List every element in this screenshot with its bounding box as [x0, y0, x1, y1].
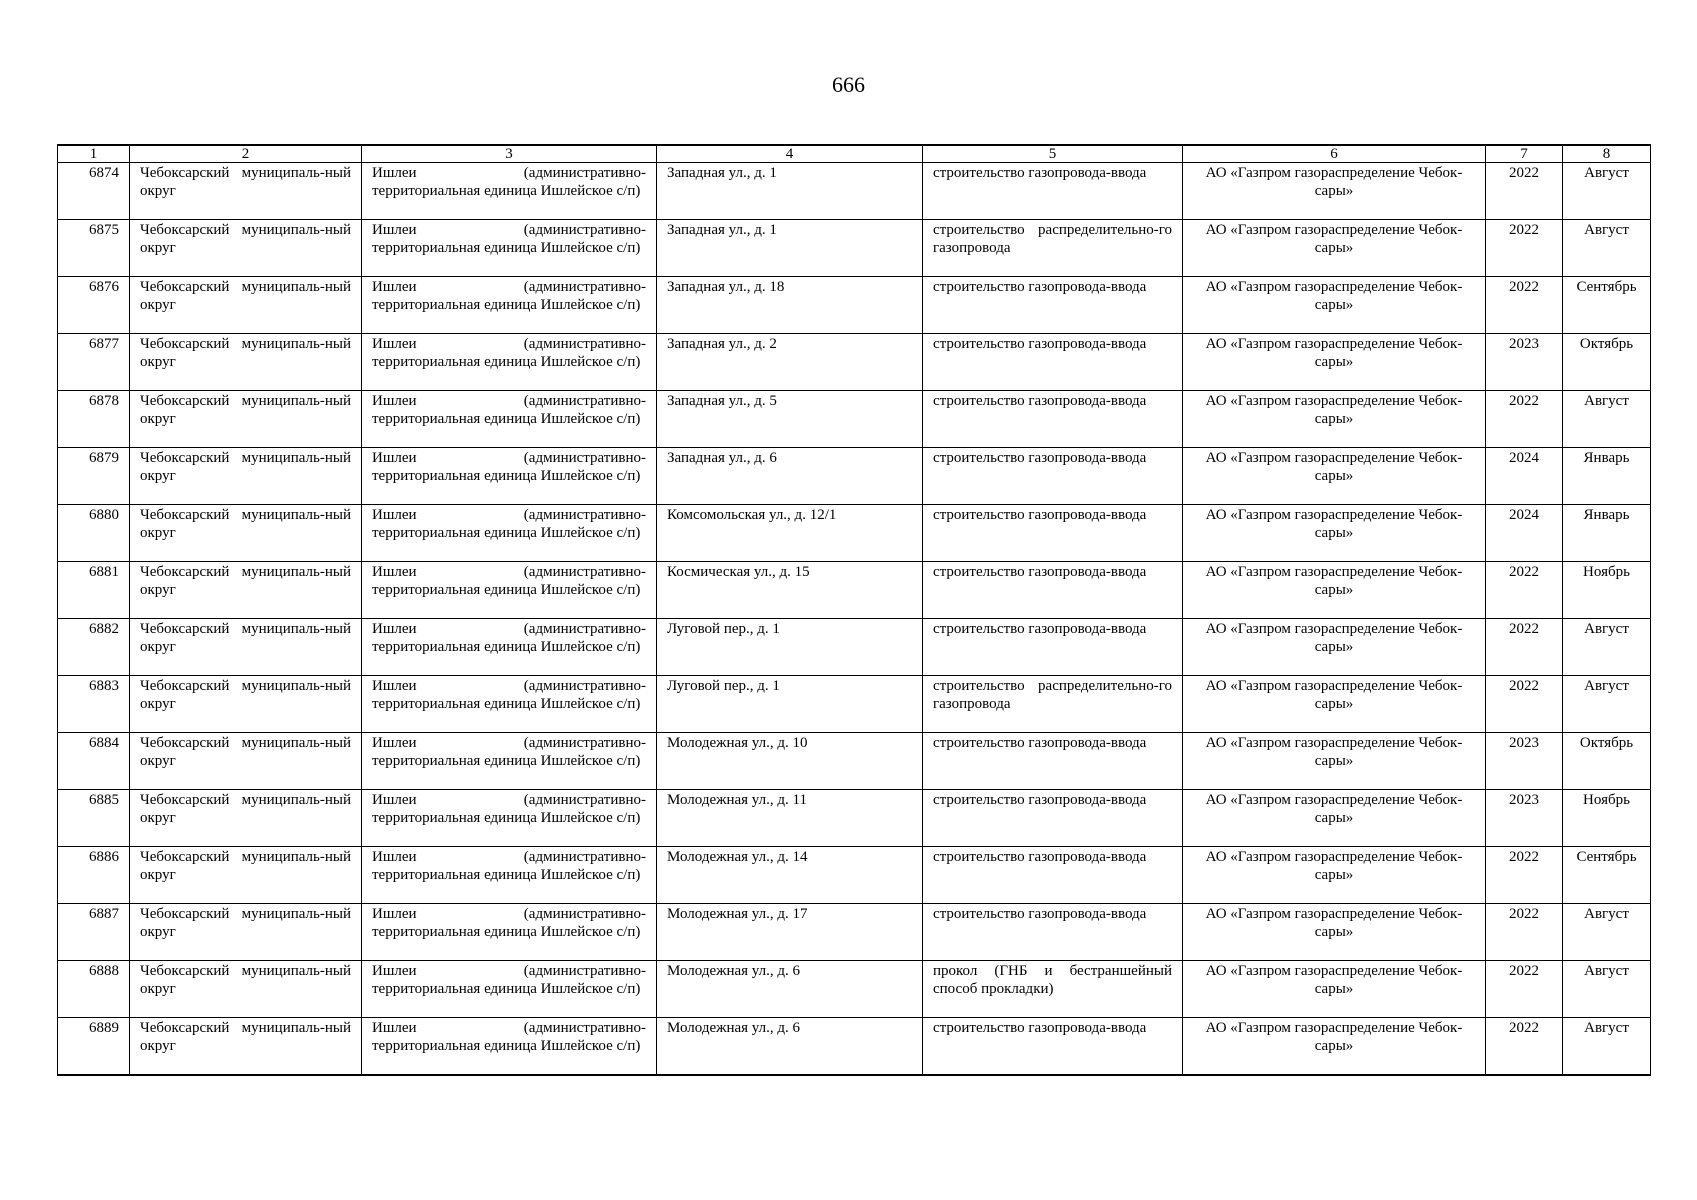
address-cell: Космическая ул., д. 15	[657, 562, 923, 619]
year-cell: 2023	[1486, 334, 1563, 391]
address-cell: Западная ул., д. 18	[657, 277, 923, 334]
work-type-cell: строительство газопровода-ввода	[923, 790, 1183, 847]
organization-cell: АО «Газпром газораспределение Чебок-сары»	[1183, 448, 1486, 505]
table-row	[58, 220, 1651, 277]
organization-cell: АО «Газпром газораспределение Чебок-сары»	[1183, 505, 1486, 562]
address-cell: Западная ул., д. 1	[657, 163, 923, 220]
year-cell: 2022	[1486, 562, 1563, 619]
year-cell: 2022	[1486, 676, 1563, 733]
district-cell: Чебоксарский муниципаль-ный округ	[130, 733, 362, 790]
month-cell: Сентябрь	[1563, 277, 1651, 334]
address-cell: Западная ул., д. 6	[657, 448, 923, 505]
address-cell: Западная ул., д. 5	[657, 391, 923, 448]
row-number-cell: 6880	[58, 505, 130, 562]
work-type-cell: строительство газопровода-ввода	[923, 448, 1183, 505]
district-cell: Чебоксарский муниципаль-ный округ	[130, 847, 362, 904]
work-type-cell: строительство газопровода-ввода	[923, 277, 1183, 334]
district-cell: Чебоксарский муниципаль-ный округ	[130, 1018, 362, 1075]
year-cell: 2022	[1486, 619, 1563, 676]
column-header: 3	[362, 145, 657, 163]
settlement-cell: Ишлеи (административно-территориальная единица Ишлейское с/п)	[362, 619, 657, 676]
district-cell: Чебоксарский муниципаль-ный округ	[130, 790, 362, 847]
year-cell: 2024	[1486, 448, 1563, 505]
address-cell: Луговой пер., д. 1	[657, 676, 923, 733]
row-number-cell: 6889	[58, 1018, 130, 1075]
table-row	[58, 277, 1651, 334]
organization-cell: АО «Газпром газораспределение Чебок-сары»	[1183, 733, 1486, 790]
address-cell: Молодежная ул., д. 6	[657, 1018, 923, 1075]
district-cell: Чебоксарский муниципаль-ный округ	[130, 619, 362, 676]
year-cell: 2022	[1486, 163, 1563, 220]
row-number-cell: 6883	[58, 676, 130, 733]
settlement-cell: Ишлеи (административно-территориальная единица Ишлейское с/п)	[362, 1018, 657, 1075]
row-number-cell: 6877	[58, 334, 130, 391]
work-type-cell: строительство газопровода-ввода	[923, 562, 1183, 619]
year-cell: 2022	[1486, 847, 1563, 904]
work-type-cell: строительство газопровода-ввода	[923, 904, 1183, 961]
year-cell: 2023	[1486, 733, 1563, 790]
table-row	[58, 391, 1651, 448]
column-number-row	[58, 145, 1651, 163]
work-type-cell: строительство распределительно-го газопровода	[923, 220, 1183, 277]
settlement-cell: Ишлеи (административно-территориальная единица Ишлейское с/п)	[362, 847, 657, 904]
address-cell: Западная ул., д. 2	[657, 334, 923, 391]
table-row	[58, 676, 1651, 733]
month-cell: Ноябрь	[1563, 790, 1651, 847]
organization-cell: АО «Газпром газораспределение Чебок-сары»	[1183, 1018, 1486, 1075]
settlement-cell: Ишлеи (административно-территориальная единица Ишлейское с/п)	[362, 391, 657, 448]
work-type-cell: строительство распределительно-го газопровода	[923, 676, 1183, 733]
table-row	[58, 505, 1651, 562]
work-type-cell: строительство газопровода-ввода	[923, 619, 1183, 676]
settlement-cell: Ишлеи (административно-территориальная единица Ишлейское с/п)	[362, 277, 657, 334]
table-row	[58, 847, 1651, 904]
table-row	[58, 961, 1651, 1018]
work-type-cell: строительство газопровода-ввода	[923, 163, 1183, 220]
year-cell: 2024	[1486, 505, 1563, 562]
organization-cell: АО «Газпром газораспределение Чебок-сары»	[1183, 163, 1486, 220]
organization-cell: АО «Газпром газораспределение Чебок-сары»	[1183, 847, 1486, 904]
year-cell: 2023	[1486, 790, 1563, 847]
district-cell: Чебоксарский муниципаль-ный округ	[130, 334, 362, 391]
organization-cell: АО «Газпром газораспределение Чебок-сары»	[1183, 277, 1486, 334]
table-row	[58, 448, 1651, 505]
year-cell: 2022	[1486, 220, 1563, 277]
work-type-cell: строительство газопровода-ввода	[923, 334, 1183, 391]
work-type-cell: строительство газопровода-ввода	[923, 1018, 1183, 1075]
month-cell: Август	[1563, 391, 1651, 448]
month-cell: Август	[1563, 904, 1651, 961]
column-header: 2	[130, 145, 362, 163]
settlement-cell: Ишлеи (административно-территориальная единица Ишлейское с/п)	[362, 562, 657, 619]
address-cell: Молодежная ул., д. 11	[657, 790, 923, 847]
row-number-cell: 6884	[58, 733, 130, 790]
settlement-cell: Ишлеи (административно-территориальная единица Ишлейское с/п)	[362, 904, 657, 961]
row-number-cell: 6887	[58, 904, 130, 961]
address-cell: Молодежная ул., д. 17	[657, 904, 923, 961]
table-row	[58, 904, 1651, 961]
address-cell: Молодежная ул., д. 14	[657, 847, 923, 904]
table-row	[58, 619, 1651, 676]
district-cell: Чебоксарский муниципаль-ный округ	[130, 562, 362, 619]
organization-cell: АО «Газпром газораспределение Чебок-сары»	[1183, 904, 1486, 961]
month-cell: Август	[1563, 163, 1651, 220]
organization-cell: АО «Газпром газораспределение Чебок-сары»	[1183, 562, 1486, 619]
row-number-cell: 6878	[58, 391, 130, 448]
organization-cell: АО «Газпром газораспределение Чебок-сары»	[1183, 220, 1486, 277]
address-cell: Луговой пер., д. 1	[657, 619, 923, 676]
organization-cell: АО «Газпром газораспределение Чебок-сары»	[1183, 790, 1486, 847]
settlement-cell: Ишлеи (административно-территориальная единица Ишлейское с/п)	[362, 961, 657, 1018]
settlement-cell: Ишлеи (административно-территориальная единица Ишлейское с/п)	[362, 733, 657, 790]
work-type-cell: строительство газопровода-ввода	[923, 391, 1183, 448]
address-cell: Молодежная ул., д. 10	[657, 733, 923, 790]
address-cell: Западная ул., д. 1	[657, 220, 923, 277]
month-cell: Октябрь	[1563, 733, 1651, 790]
settlement-cell: Ишлеи (административно-территориальная единица Ишлейское с/п)	[362, 334, 657, 391]
page-number: 666	[832, 72, 865, 97]
row-number-cell: 6881	[58, 562, 130, 619]
organization-cell: АО «Газпром газораспределение Чебок-сары»	[1183, 391, 1486, 448]
row-number-cell: 6882	[58, 619, 130, 676]
table-body	[58, 163, 1651, 1075]
month-cell: Сентябрь	[1563, 847, 1651, 904]
table-row	[58, 562, 1651, 619]
district-cell: Чебоксарский муниципаль-ный округ	[130, 676, 362, 733]
address-cell: Молодежная ул., д. 6	[657, 961, 923, 1018]
district-cell: Чебоксарский муниципаль-ный округ	[130, 163, 362, 220]
month-cell: Август	[1563, 1018, 1651, 1075]
organization-cell: АО «Газпром газораспределение Чебок-сары»	[1183, 961, 1486, 1018]
month-cell: Август	[1563, 676, 1651, 733]
row-number-cell: 6876	[58, 277, 130, 334]
table-row	[58, 790, 1651, 847]
work-type-cell: прокол (ГНБ и бестраншейный способ прокладки)	[923, 961, 1183, 1018]
column-header: 1	[58, 145, 130, 163]
year-cell: 2022	[1486, 961, 1563, 1018]
month-cell: Январь	[1563, 448, 1651, 505]
row-number-cell: 6885	[58, 790, 130, 847]
year-cell: 2022	[1486, 904, 1563, 961]
table-row	[58, 163, 1651, 220]
registry-table	[57, 144, 1651, 1076]
year-cell: 2022	[1486, 1018, 1563, 1075]
district-cell: Чебоксарский муниципаль-ный округ	[130, 277, 362, 334]
month-cell: Август	[1563, 220, 1651, 277]
row-number-cell: 6886	[58, 847, 130, 904]
work-type-cell: строительство газопровода-ввода	[923, 733, 1183, 790]
year-cell: 2022	[1486, 277, 1563, 334]
table-row	[58, 334, 1651, 391]
month-cell: Январь	[1563, 505, 1651, 562]
row-number-cell: 6874	[58, 163, 130, 220]
district-cell: Чебоксарский муниципаль-ный округ	[130, 505, 362, 562]
district-cell: Чебоксарский муниципаль-ный округ	[130, 391, 362, 448]
settlement-cell: Ишлеи (административно-территориальная единица Ишлейское с/п)	[362, 676, 657, 733]
month-cell: Август	[1563, 619, 1651, 676]
month-cell: Август	[1563, 961, 1651, 1018]
settlement-cell: Ишлеи (административно-территориальная единица Ишлейское с/п)	[362, 790, 657, 847]
year-cell: 2022	[1486, 391, 1563, 448]
row-number-cell: 6875	[58, 220, 130, 277]
organization-cell: АО «Газпром газораспределение Чебок-сары»	[1183, 676, 1486, 733]
table-row	[58, 733, 1651, 790]
column-header: 6	[1183, 145, 1486, 163]
district-cell: Чебоксарский муниципаль-ный округ	[130, 220, 362, 277]
table-row	[58, 1018, 1651, 1075]
address-cell: Комсомольская ул., д. 12/1	[657, 505, 923, 562]
work-type-cell: строительство газопровода-ввода	[923, 505, 1183, 562]
month-cell: Октябрь	[1563, 334, 1651, 391]
organization-cell: АО «Газпром газораспределение Чебок-сары»	[1183, 334, 1486, 391]
settlement-cell: Ишлеи (административно-территориальная единица Ишлейское с/п)	[362, 163, 657, 220]
district-cell: Чебоксарский муниципаль-ный округ	[130, 904, 362, 961]
district-cell: Чебоксарский муниципаль-ный округ	[130, 448, 362, 505]
settlement-cell: Ишлеи (административно-территориальная единица Ишлейское с/п)	[362, 220, 657, 277]
row-number-cell: 6879	[58, 448, 130, 505]
column-header: 5	[923, 145, 1183, 163]
column-header: 8	[1563, 145, 1651, 163]
settlement-cell: Ишлеи (административно-территориальная единица Ишлейское с/п)	[362, 448, 657, 505]
work-type-cell: строительство газопровода-ввода	[923, 847, 1183, 904]
settlement-cell: Ишлеи (административно-территориальная единица Ишлейское с/п)	[362, 505, 657, 562]
row-number-cell: 6888	[58, 961, 130, 1018]
column-header: 4	[657, 145, 923, 163]
column-header: 7	[1486, 145, 1563, 163]
organization-cell: АО «Газпром газораспределение Чебок-сары»	[1183, 619, 1486, 676]
month-cell: Ноябрь	[1563, 562, 1651, 619]
district-cell: Чебоксарский муниципаль-ный округ	[130, 961, 362, 1018]
